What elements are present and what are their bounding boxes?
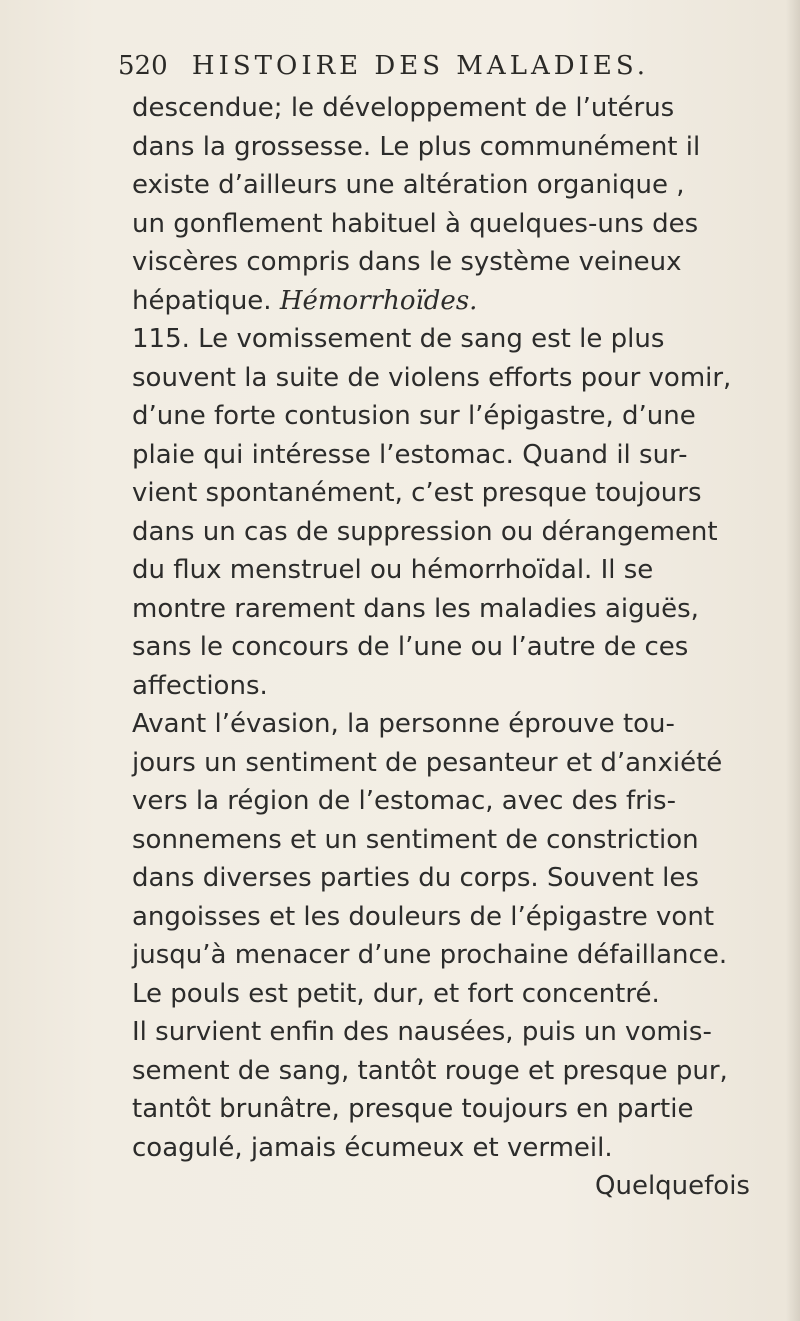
- text-line: sement de sang, tantôt rouge et presque pur,: [132, 1055, 728, 1086]
- running-header: [118, 46, 718, 86]
- text-line: jusqu’à menacer d’une prochaine défaillance.: [132, 940, 728, 970]
- text-line: jours un sentiment de pesanteur et d’anxiété: [132, 747, 723, 778]
- text-line: Avant l’évasion, la personne éprouve tou-: [132, 709, 675, 739]
- running-title: HISTOIRE DES MALADIES.: [191, 51, 649, 81]
- text-line: Le pouls est petit, dur, et fort concentré.: [132, 978, 660, 1009]
- catchword: Quelquefois: [595, 1171, 750, 1201]
- text-line: 115. Le vomissement de sang est le plus: [132, 324, 665, 354]
- text-line: sans le concours de l’une ou l’autre de ces: [132, 632, 689, 662]
- text-line: d’une forte contusion sur l’épigastre, d’une: [132, 401, 696, 431]
- text-line: angoisses et les douleurs de l’épigastre vont: [132, 901, 715, 932]
- text-line: souvent la suite de violens efforts pour vomir,: [132, 362, 732, 393]
- text-line: affections.: [132, 670, 268, 701]
- text-line: montre rarement dans les maladies aiguës,: [132, 593, 699, 624]
- text-line: vers la région de l’estomac, avec des fris-: [132, 786, 676, 816]
- text-line: existe d’ailleurs une altération organique ,: [132, 170, 685, 200]
- text-line: Il survient enfin des nausées, puis un vomis-: [132, 1017, 712, 1047]
- italic-term-hemorrhoides: Hémorrhoïdes.: [279, 285, 478, 316]
- text-line: dans la grossesse. Le plus communément il: [132, 131, 701, 162]
- text-line: descendue; le développement de l’utérus: [132, 93, 675, 123]
- text-line: plaie qui intéresse l’estomac. Quand il sur-: [132, 439, 688, 470]
- body-text: [132, 89, 772, 1206]
- text-line: viscères compris dans le système veineux: [132, 247, 682, 277]
- text-line: dans un cas de suppression ou dérangement: [132, 516, 718, 547]
- page-number: 520: [118, 51, 168, 81]
- text-line: vient spontanément, c’est presque toujours: [132, 478, 702, 508]
- text-segment: hépatique.: [132, 285, 272, 316]
- text-line: un gonflement habituel à quelques-uns des: [132, 208, 699, 239]
- text-line: tantôt brunâtre, presque toujours en partie: [132, 1094, 694, 1124]
- text-line: [132, 282, 772, 321]
- text-line: coagulé, jamais écumeux et vermeil.: [132, 1132, 613, 1163]
- text-line: du flux menstruel ou hémorrhoïdal. Il se: [132, 555, 654, 585]
- page-edge-shadow: [786, 0, 800, 1321]
- text-line: dans diverses parties du corps. Souvent les: [132, 863, 699, 893]
- text-line: sonnemens et un sentiment de constriction: [132, 824, 699, 855]
